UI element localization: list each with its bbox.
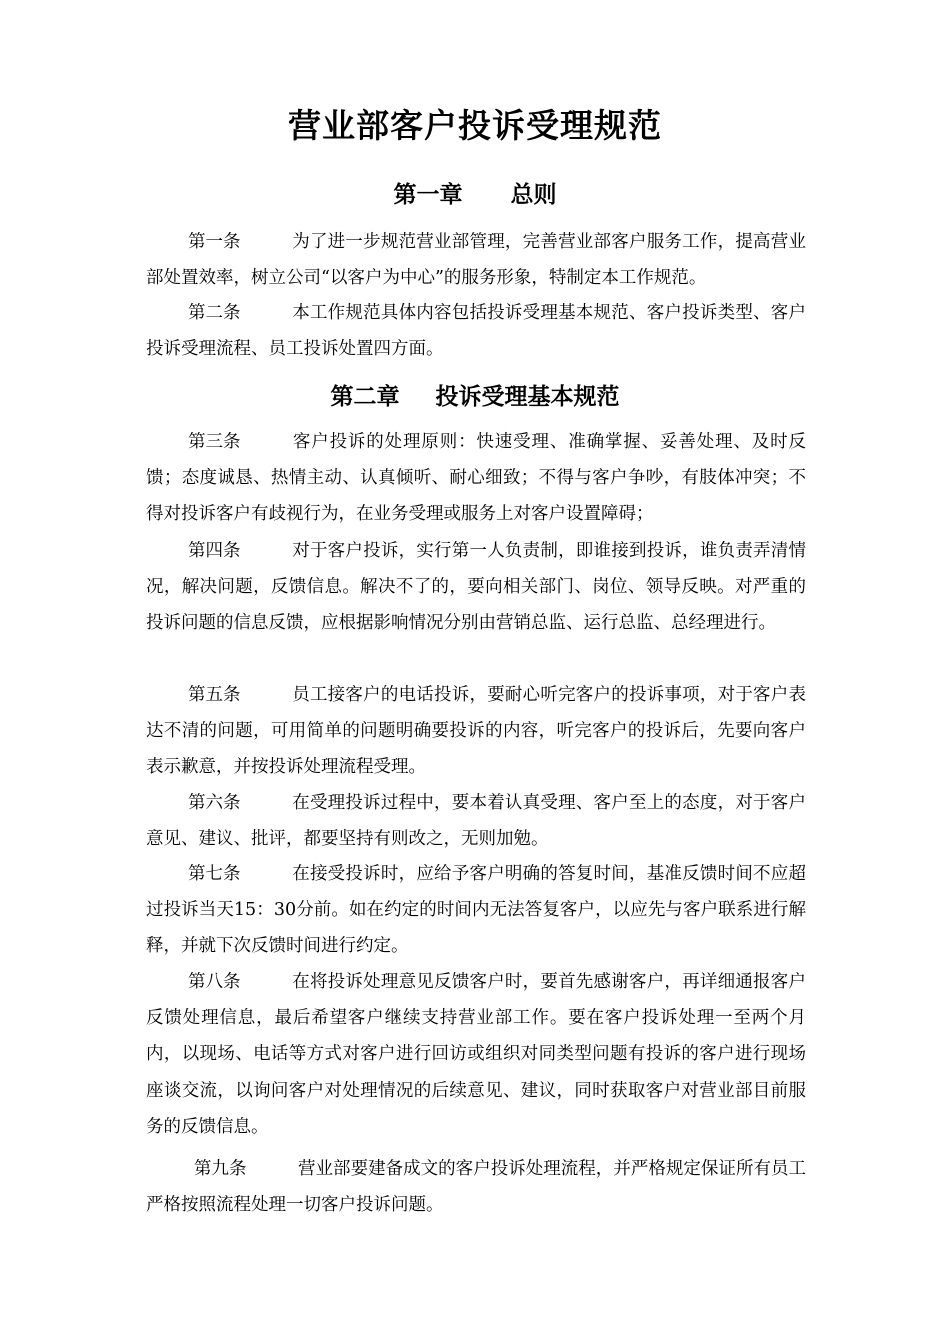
article-label: 第九条 <box>194 1159 247 1179</box>
article-8 <box>146 964 806 1145</box>
article-7 <box>146 856 806 965</box>
article-text: 为了进一步规范营业部管理，完善营业部客户服务工作，提高营业部处置效率，树立公司“以客户为中心”的服务形象，特制定本工作规范。 <box>146 232 806 289</box>
article-text: 本工作规范具体内容包括投诉受理基本规范、客户投诉类型、客户投诉受理流程、员工投诉处置四方面。 <box>146 303 806 360</box>
article-9 <box>146 1151 806 1223</box>
article-label: 第四条 <box>188 541 241 561</box>
chapter-heading-2 <box>0 378 950 411</box>
article-label: 第七条 <box>188 864 241 884</box>
article-label: 第五条 <box>188 685 241 705</box>
chapter-number: 第一章 <box>393 181 463 208</box>
article-label: 第三条 <box>188 432 241 452</box>
article-text: 在受理投诉过程中，要本着认真受理、客户至上的态度，对于客户意见、建议、批评，都要坚持有则改之，无则加勉。 <box>146 793 806 850</box>
chapter-heading-1 <box>0 176 950 209</box>
article-text: 员工接客户的电话投诉，要耐心听完客户的投诉事项，对于客户表达不清的问题，可用简单的问题明确要投诉的内容，听完客户的投诉后，先要向客户表示歉意，并按投诉处理流程受理。 <box>146 685 806 778</box>
article-2 <box>146 295 806 367</box>
article-1 <box>146 224 806 296</box>
document-title: 营业部客户投诉受理规范 <box>288 106 662 145</box>
article-label: 第二条 <box>188 303 241 323</box>
article-text: 在接受投诉时，应给予客户明确的答复时间，基准反馈时间不应超过投诉当天15：30分前。如在约定的时间内无法答复客户，以应先与客户联系进行解释，并就下次反馈时间进行约定。 <box>146 864 806 957</box>
article-label: 第六条 <box>188 793 241 813</box>
chapter-name: 总则 <box>510 181 557 208</box>
article-3 <box>146 424 806 533</box>
article-4 <box>146 533 806 642</box>
article-label: 第八条 <box>188 972 241 992</box>
chapter-name: 投诉受理基本规范 <box>435 383 620 410</box>
article-5 <box>146 677 806 786</box>
article-text: 在将投诉处理意见反馈客户时，要首先感谢客户，再详细通报客户反馈处理信息，最后希望客户继续支持营业部工作。要在客户投诉处理一至两个月内，以现场、电话等方式对客户进行回访或组织对同类型问题有投诉的客户进行现场座谈交流，以询问客户对处理情况的后续意见、建议，同时获取客户对营业部目前服务的反馈信息。 <box>146 972 806 1137</box>
article-6 <box>146 785 806 857</box>
article-label: 第一条 <box>188 232 241 252</box>
chapter-number: 第二章 <box>330 383 400 410</box>
article-text: 客户投诉的处理原则：快速受理、准确掌握、妥善处理、及时反馈；态度诚恳、热情主动、认真倾听、耐心细致；不得与客户争吵，有肢体冲突；不得对投诉客户有歧视行为，在业务受理或服务上对客户设置障碍； <box>146 432 806 525</box>
article-text: 营业部要建备成文的客户投诉处理流程，并严格规定保证所有员工严格按照流程处理一切客户投诉问题。 <box>146 1159 806 1216</box>
article-text: 对于客户投诉，实行第一人负责制，即谁接到投诉，谁负责弄清情况，解决问题，反馈信息。解决不了的，要向相关部门、岗位、领导反映。对严重的投诉问题的信息反馈，应根据影响情况分别由营销总监、运行总监、总经理进行。 <box>146 541 806 634</box>
